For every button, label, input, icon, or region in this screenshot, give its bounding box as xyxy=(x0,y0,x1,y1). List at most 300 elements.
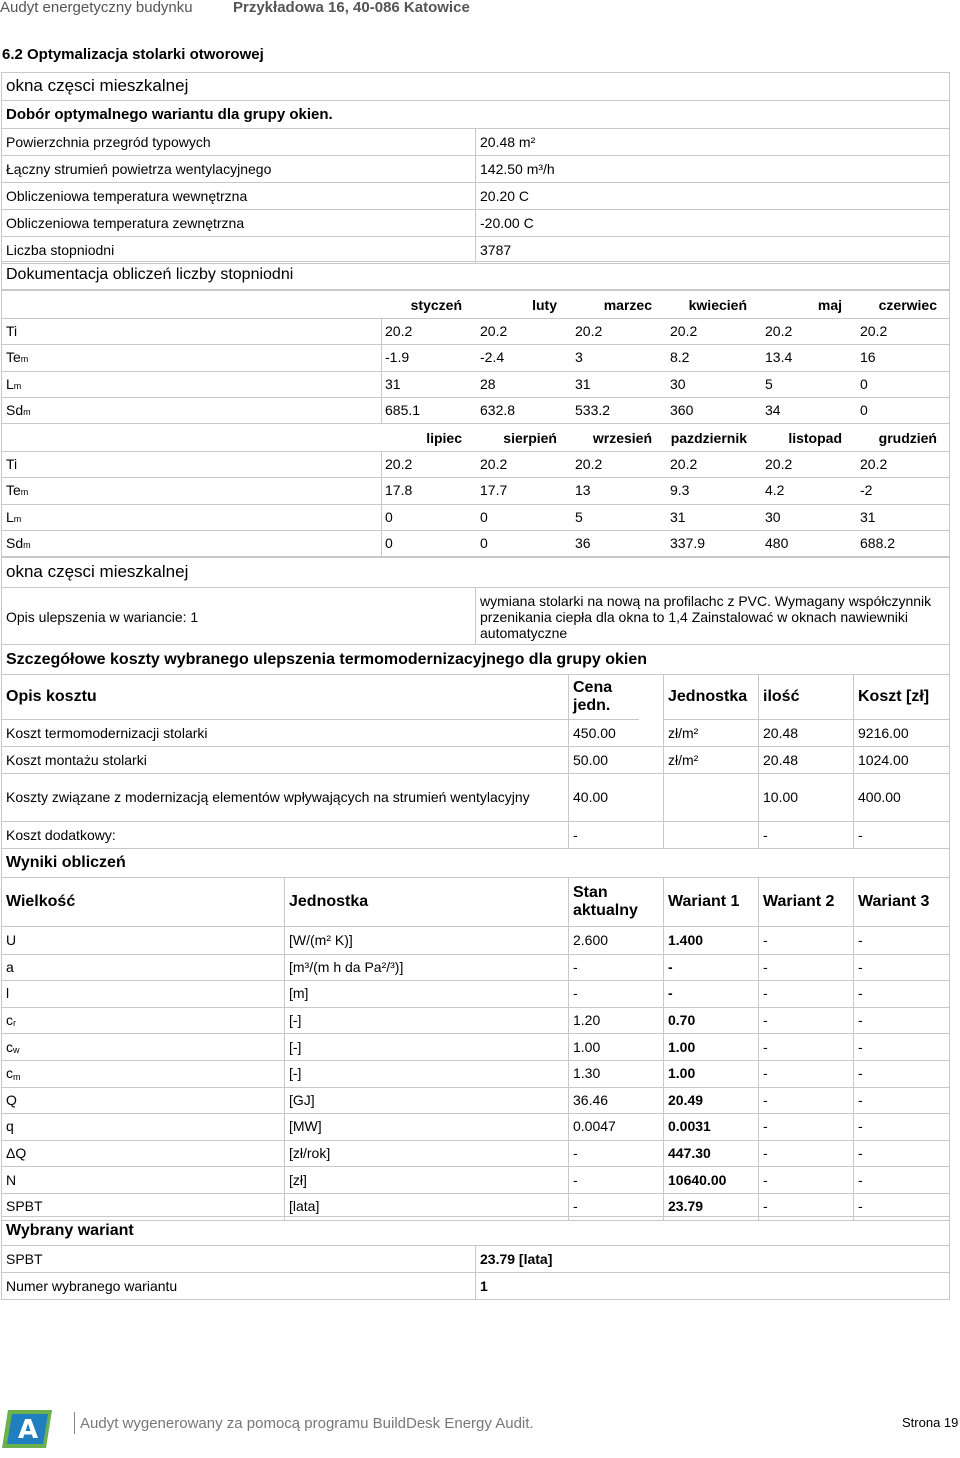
results-cell xyxy=(569,1166,664,1194)
selected-title-box xyxy=(1,1216,950,1246)
results-cell xyxy=(664,980,759,1008)
results-header-cell: Jednostka xyxy=(285,877,569,927)
degree-days-value: 20.2 xyxy=(860,455,888,472)
subtitle-box xyxy=(1,100,950,129)
row-label xyxy=(6,349,28,365)
results-cell xyxy=(854,1060,950,1088)
results-cell xyxy=(854,1007,950,1035)
selected-value: 23.79 [lata] xyxy=(480,1251,553,1267)
costs-cell xyxy=(664,773,759,822)
results-cell xyxy=(285,954,569,982)
costs-cell: 1024.00 xyxy=(854,746,950,774)
results-cell xyxy=(854,927,950,955)
results-cell xyxy=(664,1087,759,1115)
results-cell-text: 20.49 xyxy=(668,1091,704,1108)
results-cell xyxy=(569,1087,664,1115)
results-cell-text: - xyxy=(763,932,768,949)
row-label xyxy=(6,402,31,418)
results-cell-text: 447.30 xyxy=(668,1145,711,1162)
degree-days-value: 0 xyxy=(860,375,868,392)
results-cell-text: - xyxy=(668,985,673,1002)
results-cell xyxy=(664,1060,759,1088)
results-cell-text: [lata] xyxy=(289,1198,320,1215)
results-cell xyxy=(759,1007,854,1035)
results-header-cell: Wariant 1 xyxy=(664,877,759,927)
row-divider xyxy=(2,371,949,372)
degree-days-value: 688.2 xyxy=(860,535,896,551)
selected-value: 1 xyxy=(480,1278,488,1294)
results-cell xyxy=(285,1087,569,1115)
results-cell xyxy=(664,954,759,982)
results-cell xyxy=(569,1007,664,1035)
row-label-text: Sd xyxy=(6,535,24,551)
costs-cell: Koszty związane z modernizacją elementów wpływających na strumień wentylacyjny xyxy=(1,773,569,822)
row-label xyxy=(6,509,21,525)
results-cell-text: [-] xyxy=(289,1012,302,1029)
results-cell xyxy=(759,1113,854,1141)
improvement-text: wymiana stolarki na nową na profilachc z PVC. Wymagany współczynnik przenikania ciepła dla okna to 1,4 Zainstalować w oknach nawiewniki automatyczne xyxy=(480,593,932,641)
results-cell xyxy=(759,1087,854,1115)
results-cell xyxy=(285,1113,569,1141)
results-cell-text: 1.00 xyxy=(668,1038,696,1055)
degree-days-value: 5 xyxy=(575,508,583,525)
month-header: sierpień xyxy=(503,430,557,446)
page-header xyxy=(0,0,960,22)
results-cell-text: N xyxy=(6,1171,17,1188)
results-cell xyxy=(854,1087,950,1115)
costs-cell: - xyxy=(569,821,664,849)
col-divider xyxy=(381,451,382,556)
row-divider xyxy=(2,397,949,398)
results-cell xyxy=(569,1060,664,1088)
page-number: Strona 19 xyxy=(902,1415,959,1430)
row-label xyxy=(6,482,28,498)
degree-days-value: -1.9 xyxy=(385,349,410,365)
degree-days-value: 17.8 xyxy=(385,482,413,498)
results-cell-text: [-] xyxy=(289,1065,302,1082)
results-cell xyxy=(285,1140,569,1168)
degree-days-value: 28 xyxy=(480,375,496,392)
degree-days-title-box xyxy=(1,261,950,290)
param-divider xyxy=(475,156,476,182)
row-label-text: Ti xyxy=(6,322,18,339)
results-cell-text: - xyxy=(573,985,578,1002)
param-label: Obliczeniowa temperatura wewnętrzna xyxy=(6,188,248,204)
results-cell-text: - xyxy=(763,1171,768,1188)
degree-days-value: 36 xyxy=(575,535,591,551)
param-value: 142.50 m³/h xyxy=(480,161,555,177)
results-cell xyxy=(285,1033,569,1061)
selected-divider xyxy=(475,1273,476,1299)
degree-days-block xyxy=(1,290,950,424)
results-cell-text: 0.70 xyxy=(668,1012,696,1029)
results-cell-text: l xyxy=(6,985,10,1002)
param-row xyxy=(1,128,950,156)
results-quantity xyxy=(1,1113,285,1141)
degree-days-value: 0 xyxy=(385,535,393,551)
degree-days-value: 20.2 xyxy=(480,455,508,472)
results-subscript: w xyxy=(13,1044,20,1055)
results-cell-text: [m] xyxy=(289,985,309,1002)
costs-header-cell: Cena jedn. xyxy=(569,674,639,720)
degree-days-value: 360 xyxy=(670,402,694,418)
month-header: maj xyxy=(817,297,842,313)
results-cell xyxy=(664,1166,759,1194)
degree-days-value: 533.2 xyxy=(575,402,611,418)
costs-cell: zł/m² xyxy=(664,719,759,747)
results-cell-text: 36.46 xyxy=(573,1091,609,1108)
row-label-text: L xyxy=(6,375,14,392)
results-cell-text: - xyxy=(858,1171,863,1188)
results-cell-text: c xyxy=(6,1065,13,1082)
results-cell-text: [MW] xyxy=(289,1118,322,1135)
row-divider xyxy=(2,318,949,319)
degree-days-value: 13.4 xyxy=(765,349,793,365)
selected-row xyxy=(1,1245,950,1273)
results-cell-text: [zł] xyxy=(289,1171,307,1188)
results-cell xyxy=(569,1033,664,1061)
results-cell-text: - xyxy=(763,1038,768,1055)
month-header: marzec xyxy=(603,297,652,313)
costs-cell: 400.00 xyxy=(854,773,950,822)
row-divider xyxy=(2,504,949,505)
results-cell xyxy=(569,954,664,982)
selected-row xyxy=(1,1272,950,1300)
results-cell-text: Q xyxy=(6,1091,17,1108)
results-cell-text: - xyxy=(763,1118,768,1135)
degree-days-value: 16 xyxy=(860,349,876,365)
row-label-text: L xyxy=(6,508,14,525)
results-cell-text: - xyxy=(763,1145,768,1162)
degree-days-value: -2 xyxy=(860,482,873,498)
results-cell xyxy=(854,1166,950,1194)
results-cell-text: 1.00 xyxy=(668,1065,696,1082)
improvement-label: Opis ulepszenia w wariancie: 1 xyxy=(6,609,199,625)
costs-cell: zł/m² xyxy=(664,746,759,774)
param-divider xyxy=(475,210,476,236)
results-cell xyxy=(569,1140,664,1168)
results-cell-text: SPBT xyxy=(6,1198,43,1215)
results-cell-text: 0.0031 xyxy=(668,1118,711,1135)
degree-days-value: 30 xyxy=(765,508,781,525)
degree-days-value: 20.2 xyxy=(670,322,698,339)
degree-days-value: 20.2 xyxy=(385,455,413,472)
degree-days-value: -2.4 xyxy=(480,349,505,365)
results-quantity xyxy=(1,954,285,982)
param-divider xyxy=(475,183,476,209)
results-cell-text: [GJ] xyxy=(289,1091,315,1108)
param-value: 20.48 m² xyxy=(480,134,536,150)
degree-days-value: 4.2 xyxy=(765,482,785,498)
results-cell xyxy=(854,1033,950,1061)
degree-days-value: 31 xyxy=(575,375,591,392)
results-quantity xyxy=(1,1033,285,1061)
degree-days-value: 31 xyxy=(385,375,401,392)
results-cell xyxy=(664,1140,759,1168)
param-row xyxy=(1,209,950,237)
results-header-cell: Wariant 2 xyxy=(759,877,854,927)
costs-header-cell: Jednostka xyxy=(664,674,759,720)
row-label xyxy=(6,376,21,392)
results-cell-text: 1.400 xyxy=(668,932,704,949)
selected-label: Numer wybranego wariantu xyxy=(6,1278,178,1294)
results-cell-text: - xyxy=(573,1145,578,1162)
costs-cell: Koszt montażu stolarki xyxy=(1,746,569,774)
results-cell xyxy=(759,1140,854,1168)
param-label: Powierzchnia przegród typowych xyxy=(6,134,211,150)
subtitle: Dobór optymalnego wariantu dla grupy okien. xyxy=(6,106,333,123)
degree-days-value: 5 xyxy=(765,375,773,392)
results-quantity xyxy=(1,1166,285,1194)
costs-cell xyxy=(664,821,759,849)
results-cell xyxy=(664,927,759,955)
month-header: wrzesień xyxy=(592,430,652,446)
results-cell-text: ΔQ xyxy=(6,1145,27,1162)
param-value: 3787 xyxy=(480,242,512,258)
degree-days-value: 20.2 xyxy=(670,455,698,472)
results-cell-text: - xyxy=(763,1012,768,1029)
month-header: pazdziernik xyxy=(670,430,747,446)
results-cell xyxy=(285,927,569,955)
row-label-subscript: m xyxy=(20,354,29,364)
results-cell-text: 1.00 xyxy=(573,1038,601,1055)
degree-days-value: 20.2 xyxy=(575,455,603,472)
results-quantity xyxy=(1,1140,285,1168)
page-footer xyxy=(0,1400,960,1450)
degree-days-value: 3 xyxy=(575,349,583,365)
costs-header-cell: ilość xyxy=(759,674,854,720)
section-title: 6.2 Optymalizacja stolarki otworowej xyxy=(2,46,264,63)
results-cell-text: - xyxy=(858,1145,863,1162)
group-title: okna częsci mieszkalnej xyxy=(6,76,189,95)
degree-days-value: 20.2 xyxy=(385,322,413,339)
row-divider xyxy=(2,344,949,345)
results-quantity xyxy=(1,1060,285,1088)
results-cell xyxy=(759,927,854,955)
row-label xyxy=(6,535,31,551)
group-title2: okna częsci mieszkalnej xyxy=(6,562,189,581)
degree-days-value: 632.8 xyxy=(480,402,516,418)
results-cell-text: - xyxy=(858,958,863,975)
costs-cell: Koszt dodatkowy: xyxy=(1,821,569,849)
param-label: Łączny strumień powietrza wentylacyjnego xyxy=(6,161,272,177)
results-cell-text: - xyxy=(858,1065,863,1082)
group-title-box xyxy=(1,72,950,101)
results-subscript: r xyxy=(13,1018,16,1029)
costs-cell: 20.48 xyxy=(759,746,854,774)
results-cell-text: 1.20 xyxy=(573,1012,601,1029)
results-subscript: m xyxy=(13,1071,21,1082)
results-cell-text: 1.30 xyxy=(573,1065,601,1082)
row-label xyxy=(6,323,17,339)
results-cell-text: - xyxy=(858,1118,863,1135)
param-label: Obliczeniowa temperatura zewnętrzna xyxy=(6,215,245,231)
month-header: czerwiec xyxy=(878,297,937,313)
results-cell-text: - xyxy=(763,985,768,1002)
degree-days-value: 9.3 xyxy=(670,482,690,498)
param-value: -20.00 C xyxy=(480,215,534,231)
results-cell xyxy=(285,980,569,1008)
results-cell xyxy=(664,1007,759,1035)
param-value: 20.20 C xyxy=(480,188,530,204)
results-title: Wyniki obliczeń xyxy=(6,854,126,871)
header-address: Przykładowa 16, 40-086 Katowice xyxy=(233,0,470,16)
month-header: lipiec xyxy=(426,430,462,446)
group-title2-box xyxy=(1,557,950,588)
costs-cell: Koszt termomodernizacji stolarki xyxy=(1,719,569,747)
row-label-subscript: m xyxy=(13,380,22,391)
degree-days-value: 0 xyxy=(480,508,488,525)
degree-days-value: 0 xyxy=(385,508,393,525)
row-divider xyxy=(2,530,949,531)
costs-cell: 450.00 xyxy=(569,719,664,747)
results-cell xyxy=(569,1113,664,1141)
results-cell xyxy=(759,954,854,982)
results-cell xyxy=(285,1007,569,1035)
results-cell-text: 0.0047 xyxy=(573,1118,616,1135)
header-app-name: Audyt energetyczny budynku xyxy=(0,0,193,16)
results-cell xyxy=(569,927,664,955)
results-cell xyxy=(285,1060,569,1088)
results-cell xyxy=(759,980,854,1008)
row-label xyxy=(6,456,17,472)
costs-title: Szczegółowe koszty wybranego ulepszenia termomodernizacyjnego dla grupy okien xyxy=(6,651,648,668)
degree-days-value: 480 xyxy=(765,535,789,551)
results-title-box xyxy=(1,848,950,878)
selected-label: SPBT xyxy=(6,1251,43,1267)
degree-days-value: 13 xyxy=(575,482,591,498)
costs-cell: 10.00 xyxy=(759,773,854,822)
degree-days-block xyxy=(1,423,950,557)
row-label-text: Sd xyxy=(6,402,24,418)
costs-header-cell: Opis kosztu xyxy=(1,674,569,720)
param-divider xyxy=(475,237,476,263)
param-row xyxy=(1,155,950,183)
results-cell-text: [W/(m² K)] xyxy=(289,932,353,949)
param-divider xyxy=(475,129,476,155)
param-row xyxy=(1,182,950,210)
results-cell xyxy=(664,1113,759,1141)
month-header: kwiecień xyxy=(688,297,747,313)
row-divider xyxy=(2,451,949,452)
results-header-cell: Wielkość xyxy=(1,877,285,927)
results-cell-text: [m³/(m h da Pa²/³)] xyxy=(289,958,404,975)
costs-cell: 40.00 xyxy=(569,773,664,822)
degree-days-value: 31 xyxy=(860,508,876,525)
results-cell xyxy=(569,980,664,1008)
results-cell-text: 23.79 xyxy=(668,1198,704,1215)
selected-title: Wybrany wariant xyxy=(6,1222,134,1239)
col-divider xyxy=(663,674,664,720)
results-header-cell: Stan aktualny xyxy=(569,877,664,927)
degree-days-value: 34 xyxy=(765,402,781,418)
month-header: styczeń xyxy=(410,297,462,313)
costs-cell: - xyxy=(854,821,950,849)
results-quantity xyxy=(1,927,285,955)
degree-days-value: 20.2 xyxy=(575,322,603,339)
results-cell xyxy=(285,1166,569,1194)
degree-days-value: 20.2 xyxy=(480,322,508,339)
degree-days-value: 337.9 xyxy=(670,535,706,551)
degree-days-title: Dokumentacja obliczeń liczby stopniodni xyxy=(6,266,294,283)
results-header-cell: Wariant 3 xyxy=(854,877,950,927)
results-quantity xyxy=(1,1087,285,1115)
costs-header-cell: Koszt [zł] xyxy=(854,674,950,720)
builddesk-logo-icon xyxy=(2,1406,56,1452)
results-cell-text: 10640.00 xyxy=(668,1171,727,1188)
improvement-box xyxy=(1,587,950,645)
costs-title-box xyxy=(1,644,950,675)
results-cell-text: c xyxy=(6,1038,13,1055)
costs-cell: 50.00 xyxy=(569,746,664,774)
degree-days-value: 20.2 xyxy=(765,322,793,339)
results-cell-text: - xyxy=(858,1012,863,1029)
row-label-text: Ti xyxy=(6,455,18,472)
results-cell-text: - xyxy=(858,1038,863,1055)
results-cell-text: - xyxy=(763,958,768,975)
row-label-text: Te xyxy=(6,482,21,498)
row-divider xyxy=(2,477,949,478)
results-cell-text: - xyxy=(858,1091,863,1108)
costs-cell: - xyxy=(759,821,854,849)
param-row xyxy=(1,236,950,264)
results-quantity xyxy=(1,1007,285,1035)
month-header: listopad xyxy=(788,430,842,446)
month-header: grudzień xyxy=(878,430,937,446)
results-cell-text: [-] xyxy=(289,1038,302,1055)
results-cell xyxy=(759,1166,854,1194)
row-label-subscript: m xyxy=(23,407,31,417)
results-cell xyxy=(759,1033,854,1061)
degree-days-value: 0 xyxy=(480,535,488,551)
degree-days-value: 17.7 xyxy=(480,482,508,498)
results-cell xyxy=(854,954,950,982)
costs-cell: 9216.00 xyxy=(854,719,950,747)
results-cell xyxy=(854,1140,950,1168)
results-cell-text: q xyxy=(6,1118,14,1135)
degree-days-value: 31 xyxy=(670,508,686,525)
col-divider xyxy=(381,318,382,423)
month-header: luty xyxy=(532,297,557,313)
results-cell-text: [zł/rok] xyxy=(289,1145,331,1162)
results-cell-text: - xyxy=(573,1171,578,1188)
results-cell xyxy=(854,1113,950,1141)
row-label-text: Te xyxy=(6,349,21,365)
degree-days-value: 20.2 xyxy=(860,322,888,339)
results-cell-text: U xyxy=(6,932,17,949)
results-cell-text: - xyxy=(858,932,863,949)
costs-cell: 20.48 xyxy=(759,719,854,747)
degree-days-value: 20.2 xyxy=(765,455,793,472)
row-label-subscript: m xyxy=(13,513,22,524)
param-label: Liczba stopniodni xyxy=(6,242,115,258)
degree-days-value: 30 xyxy=(670,375,686,392)
results-cell-text: - xyxy=(858,985,863,1002)
footer-text: Audyt wygenerowany za pomocą programu BuildDesk Energy Audit. xyxy=(80,1415,534,1432)
results-cell-text: a xyxy=(6,958,14,975)
results-cell xyxy=(759,1060,854,1088)
results-quantity xyxy=(1,980,285,1008)
results-cell-text: c xyxy=(6,1012,13,1029)
results-cell-text: - xyxy=(763,1065,768,1082)
results-cell xyxy=(854,980,950,1008)
results-cell-text: 2.600 xyxy=(573,932,609,949)
results-cell-text: - xyxy=(858,1198,863,1215)
results-cell-text: - xyxy=(763,1198,768,1215)
results-cell-text: - xyxy=(573,958,578,975)
results-cell xyxy=(664,1033,759,1061)
degree-days-value: 0 xyxy=(860,402,868,418)
